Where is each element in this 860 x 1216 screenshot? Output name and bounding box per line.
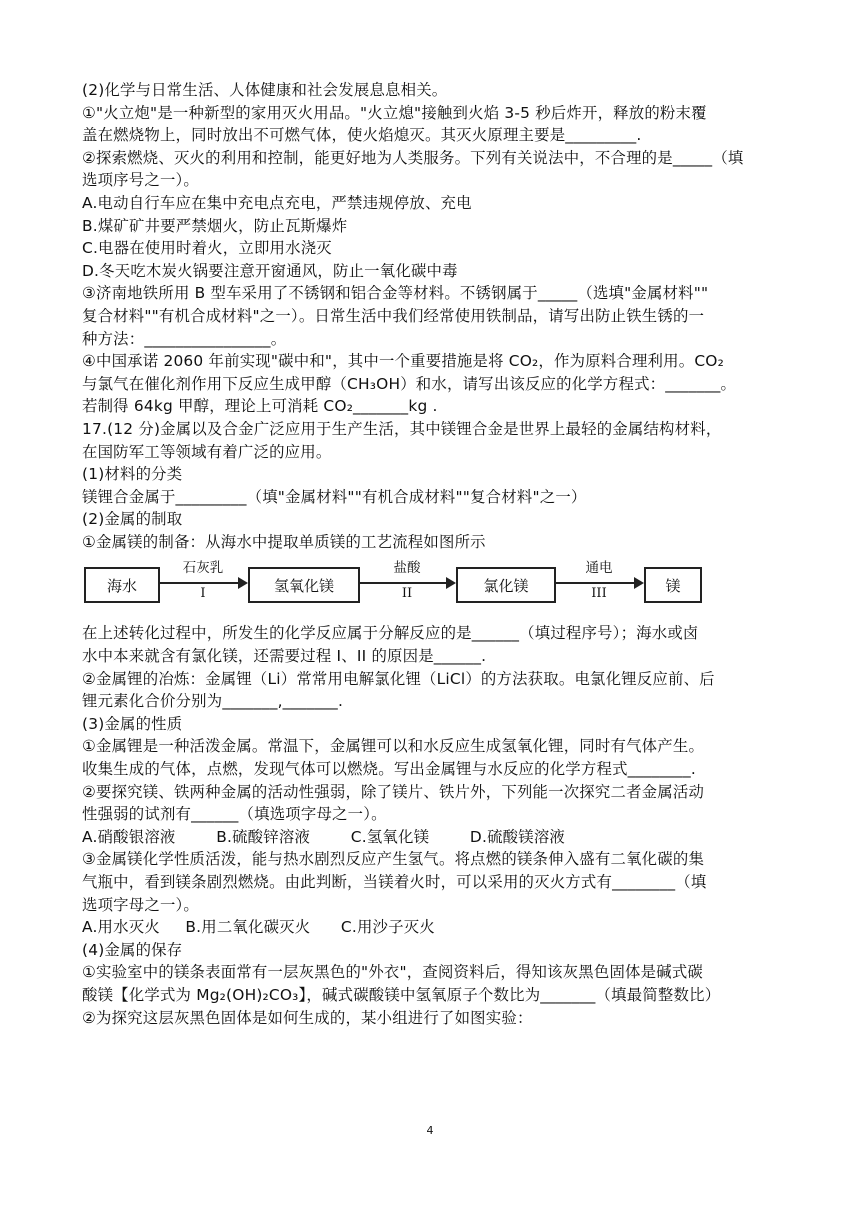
- question-heading: 17.(12 分)金属以及合金广泛应用于生产生活，其中镁锂合金是世界上最轻的金属结构材料，: [82, 419, 722, 438]
- text-line: 选项序号之一）。: [82, 171, 200, 190]
- text-line: 酸镁【化学式为 Mg₂(OH)₂CO₃】，碱式碳酸镁中氢氧原子个数比为_______（填最简整数比）: [82, 985, 721, 1004]
- text-line: 与氯气在催化剂作用下反应生成甲醇（CH₃OH）和水，请写出该反应的化学方程式：_______。: [82, 374, 737, 393]
- flow-step-label: I: [200, 586, 206, 602]
- text-line: 收集生成的气体，点燃，发现气体可以燃烧。写出金属锂与水反应的化学方程式________.: [82, 760, 696, 779]
- text-line: 选项字母之一）。: [82, 895, 200, 914]
- text-line: ③金属镁化学性质活泼，能与热水剧烈反应产生氢气。将点燃的镁条伸入盛有二氧化碳的集: [82, 850, 705, 869]
- text-block-a: [82, 79, 782, 553]
- flow-arrow: [360, 582, 454, 584]
- flow-reagent-label: 盐酸: [393, 560, 421, 577]
- text-line: 气瓶中，看到镁条剧烈燃烧。由此判断，当镁着火时，可以采用的灭火方式有________（填: [82, 873, 707, 891]
- text-line: ②为探究这层灰黑色固体是如何生成的，某小组进行了如图实验：: [82, 1008, 533, 1027]
- flow-arrow: [556, 582, 642, 584]
- text-line: ④中国承诺 2060 年前实现"碳中和"，其中一个重要措施是将 CO₂，作为原料合理利用。CO₂: [82, 352, 724, 371]
- text-line: ③济南地铁所用 B 型车采用了不锈钢和铝合金等材料。不锈钢属于_____（选填"金属材料"": [82, 284, 709, 303]
- text-line: ①金属镁的制备：从海水中提取单质镁的工艺流程如图所示: [82, 532, 486, 551]
- text-line: 若制得 64kg 甲醇，理论上可消耗 CO₂_______kg .: [82, 397, 438, 416]
- text-line: 水中本来就含有氯化镁，还需要过程 I、II 的原因是______.: [82, 647, 487, 666]
- option-line: A.硝酸银溶液 B.硫酸锌溶液 C.氢氧化镁 D.硫酸镁溶液: [82, 827, 566, 846]
- text-block-b: [82, 622, 782, 1029]
- text-line: 锂元素化合价分别为_______,_______.: [82, 692, 344, 711]
- section-heading: (1)材料的分类: [82, 465, 183, 484]
- option-line: C.电器在使用时着火，立即用水浇灭: [82, 239, 332, 258]
- text-line: ①金属锂是一种活泼金属。常温下，金属锂可以和水反应生成氢氧化锂，同时有气体产生。: [82, 737, 705, 756]
- text-line: ②探索燃烧、灭火的利用和控制，能更好地为人类服务。下列有关说法中，不合理的是_____（填: [82, 148, 744, 167]
- section-heading: (2)金属的制取: [82, 510, 183, 529]
- text-line: ①实验室中的镁条表面常有一层灰黑色的"外衣"，查阅资料后，得知该灰黑色固体是碱式碳: [82, 963, 703, 982]
- flow-reagent-label: 石灰乳: [182, 560, 224, 577]
- section-heading: (3)金属的性质: [82, 714, 183, 733]
- text-line: 镁锂合金属于_________（填"金属材料""有机合成材料""复合材料"之一）: [82, 487, 587, 506]
- flow-step-label: III: [591, 586, 607, 602]
- flow-step-label: II: [401, 586, 413, 602]
- option-line: A.用水灭火 B.用二氧化碳灭火 C.用沙子灭火: [82, 918, 435, 937]
- text-line: 在国防军工等领域有着广泛的应用。: [82, 442, 332, 461]
- option-line: A.电动自行车应在集中充电点充电，严禁违规停放、充电: [82, 193, 472, 212]
- text-line: 盖在燃烧物上，同时放出不可燃气体，使火焰熄灭。其灭火原理主要是_________.: [82, 126, 642, 145]
- text-line: 在上述转化过程中，所发生的化学反应属于分解反应的是______（填过程序号）；海水或卤: [82, 624, 699, 643]
- flow-box-seawater: 海水: [84, 567, 160, 603]
- section-heading: (4)金属的保存: [82, 940, 183, 959]
- document-body: [82, 79, 782, 1029]
- flow-reagent-label: 通电: [585, 560, 613, 577]
- flow-box-magnesium: 镁: [644, 567, 702, 603]
- option-line: B.煤矿矿井要严禁烟火，防止瓦斯爆炸: [82, 216, 348, 235]
- text-line: ②金属锂的冶炼：金属锂（Li）常常用电解氯化锂（LiCl）的方法获取。电氯化锂反应前、后: [82, 669, 715, 688]
- text-line: 性强弱的试剂有______（填选项字母之一）。: [82, 805, 387, 824]
- text-line: ②要探究镁、铁两种金属的活动性强弱，除了镁片、铁片外，下列能一次探究二者金属活动: [82, 782, 705, 801]
- text-line: 复合材料""有机合成材料"之一）。日常生活中我们经常使用铁制品，请写出防止铁生锈的一: [82, 306, 705, 325]
- text-line: ①"火立炮"是一种新型的家用灭火用品。"火立熄"接触到火焰 3-5 秒后炸开，释放的粉末覆: [82, 103, 707, 122]
- page-number: 4: [426, 1124, 434, 1137]
- option-line: D.冬天吃木炭火锅要注意开窗通风，防止一氧化碳中毒: [82, 261, 458, 280]
- process-flow-diagram: [82, 556, 782, 622]
- flow-box-magnesium-chloride: 氯化镁: [456, 567, 556, 603]
- text-line: 种方法：________________。: [82, 329, 287, 348]
- flow-arrow: [160, 582, 246, 584]
- flow-box-magnesium-hydroxide: 氢氧化镁: [248, 567, 360, 603]
- text-line: (2)化学与日常生活、人体健康和社会发展息息相关。: [82, 81, 448, 99]
